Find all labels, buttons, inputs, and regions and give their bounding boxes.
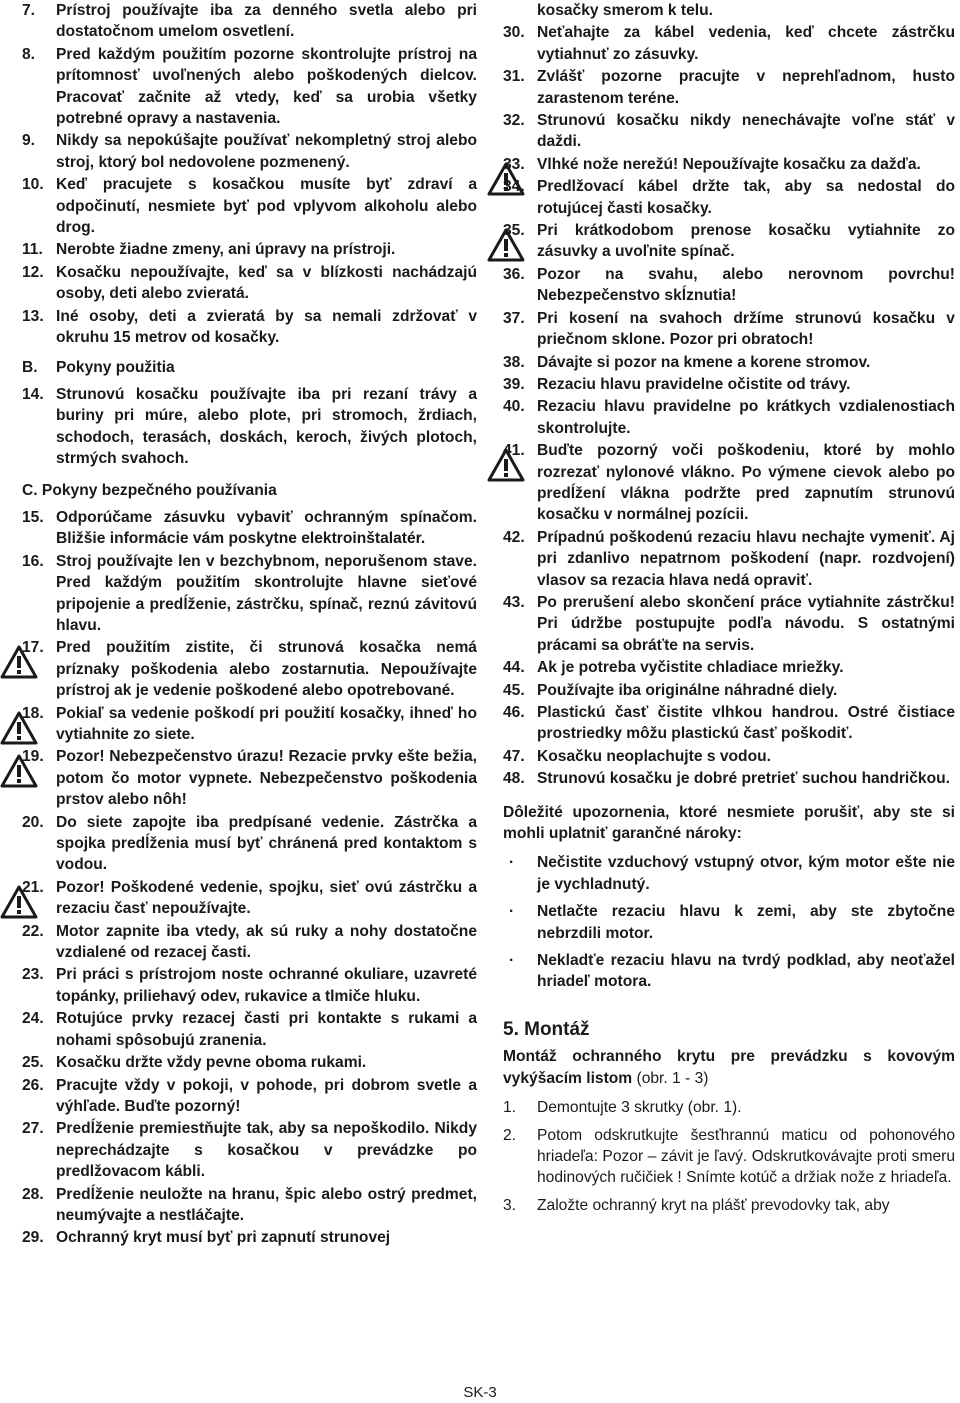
list-item: 32. Strunovú kosačku nikdy nenechávajte voľne stáť v daždi. (503, 112, 955, 151)
list-item: 10. Keď pracujete s kosačkou musíte byť zdraví a odpočinutí, nesmiete byť pod vplyvom alkoholu alebo drog. (22, 176, 477, 237)
list-item: 31. Zvlášť pozorne pracujte v neprehľadnom, husto zarastenom teréne. (503, 68, 955, 107)
list-item-continued: kosačky smerom k telu. (537, 2, 713, 19)
montaz-step: 2. Potom odskrutkujte šesťhrannú maticu od pohonového hriadeľa: Pozor – závit je ľavý. Odskrutkovávajte proti smeru hodinových ručičiek ! Snímte kotúč a držiak nože z hriadeľa. (503, 1126, 955, 1187)
warning-triangle-icon (487, 448, 525, 482)
list-item: 21. Pozor! Poškodené vedenie, spojku, sieť ovú zástrčku a rezaciu časť nepoužívajte. (22, 877, 477, 920)
list-item: 23. Pri práci s prístrojom noste ochranné okuliare, uzavreté topánky, priliehavý odev, rukavice a tlmiče hluku. (22, 966, 477, 1005)
montaz-steps (503, 1097, 955, 1216)
list-item: 46. Plastickú časť čistite vlhkou handrou. Ostré čistiace prostriedky môžu plastickú časť poškodiť. (503, 704, 955, 743)
montaz-subtitle: Montáž ochranného krytu pre prevádzku s kovovým vykýšacím listom (obr. 1 - 3) (503, 1048, 955, 1087)
list-item: 25. Kosačku držte vždy pevne oboma rukami. (22, 1054, 367, 1072)
list-item: 17. Pred použitím zistite, či strunová kosačka nemá príznaky poškodenia alebo zostarnutia. Nepoužívajte prístroj ak je vedenie poškodené alebo opotrebované. (22, 637, 477, 701)
list-item: 40. Rezaciu hlavu pravidelne po krátkych vzdialenostiach skontrolujte. (503, 398, 955, 437)
list-item: 13. Iné osoby, deti a zvieratá by sa nemali zdržovať v okruhu 15 metrov od kosačky. (22, 307, 477, 347)
list-item: 12. Kosačku nepoužívajte, keď sa v blízkosti nachádzajú osoby, deti alebo zvieratá. (22, 263, 477, 303)
list-item: 26. Pracujte vždy v pokoji, v pohode, pri dobrom svetle a výhľade. Buďte pozorný! (22, 1076, 477, 1115)
bullet-item: · Nekladťe rezaciu hlavu na tvrdý podklad, aby neoťažel hriadeľ motora. (509, 952, 955, 991)
list-item: 34. Predlžovací kábel držte tak, aby sa nedostal do rotujúcej časti kosačky. (503, 178, 955, 217)
list-item: 28. Predĺženie neuložte na hranu, špic alebo ostrý predmet, neumývajte a nestláčajte. (22, 1185, 477, 1224)
section-title-montaz: 5. Montáž (503, 1018, 590, 1040)
bullet-item: · Nečistite vzduchový vstupný otvor, kým motor ešte nie je vychladnutý. (509, 854, 955, 893)
section-heading: C. Pokyny bezpečného používania (22, 481, 277, 499)
list-item: 37. Pri kosení na svahoch držíme strunovú kosačku v priečnom sklone. Pozor pri obratoch! (503, 309, 955, 349)
list-item: 48. Strunovú kosačku je dobré pretrieť suchou handričkou. (503, 770, 950, 788)
list-item: 24. Rotujúce prvky rezacej časti pri kontakte s rukami a nohami spôsobujú zranenia. (22, 1010, 477, 1049)
warning-triangle-icon (0, 645, 38, 679)
list-item: 14. Strunovú kosačku používajte iba pri rezaní trávy a buriny pri múre, alebo plote, pri stromoch, žrdiach, schodoch, terasách, doskách, keroch, živých plotoch, strmých svahoch. (22, 385, 477, 468)
montaz-step: 3. Založte ochranný kryt na plášť prevodovky tak, aby (503, 1196, 890, 1214)
list-item: 29. Ochranný kryt musí byť pri zapnutí strunovej (22, 1229, 391, 1247)
warning-triangle-icon (0, 754, 38, 788)
list-item: 8. Pred každým použitím pozorne skontrolujte prístroj na prítomnosť uvoľnených alebo poškodených dielcov. Pracovať začnite až vtedy, keď sa urobia všetky potrebné opravy a nastavenia. (22, 45, 477, 128)
list-item: 43. Po prerušení alebo skončení práce vytiahnite zástrčku! Pri údržbe postupujte podľa návodu. S ostatnými prácami sa obráťte na servis. (503, 593, 955, 654)
list-item: 41. Buďte pozorný voči poškodeniu, ktoré by mohlo rozrezať nylonové vlákno. Po výmene cievok alebo po predĺžení vlákna podržte pred zapnutím strunovú kosačku v normálnej pozícii. (503, 440, 955, 526)
list-item: 42. Prípadnú poškodenú rezaciu hlavu nechajte vymeniť. Aj pri zdanlivo nepatrnom poškodení (napr. rozdvojení) vlasov sa rezacia hlava nedá opraviť. (503, 528, 955, 589)
left-column (22, 0, 477, 1250)
list-item: 35. Pri krátkodobom prenose kosačku vytiahnite zo zásuvky a uvoľnite spínač. (503, 220, 955, 263)
warranty-bullets (503, 852, 955, 992)
list-item: 36. Pozor na svahu, alebo nerovnom povrchu! Nebezpečenstvo skĺznutia! (503, 265, 955, 305)
list-item: 20. Do siete zapojte iba predpísané vedenie. Zástrčka a spojka predĺženia musí byť chránená pred kontaktom s vodou. (22, 813, 477, 874)
list-item: 27. Predĺženie premiestňujte tak, aby sa nepoškodilo. Nikdy neprechádzajte s kosačkou v prevádzke po predlžovacom kábli. (22, 1120, 477, 1181)
important-notice: Dôležité upozornenia, ktoré nesmiete porušiť, aby ste si mohli uplatniť garančné nároky: (503, 803, 955, 843)
warning-triangle-icon (0, 711, 38, 745)
list-item: 7. Prístroj používajte iba za denného svetla alebo pri dostatočnom umelom osvetlení. (22, 2, 477, 41)
safety-list-continued (503, 22, 955, 789)
list-item: 30. Neťahajte za kábel vedenia, keď chcete zástrčku vytiahnuť zo zásuvky. (503, 24, 955, 63)
list-item: 45. Používajte iba originálne náhradné diely. (503, 681, 838, 699)
list-item: 11. Nerobte žiadne zmeny, ani úpravy na prístroji. (22, 241, 396, 259)
bullet-item: · Netlačte rezaciu hlavu k zemi, aby ste zbytočne nebrzdili motor. (509, 903, 955, 942)
list-item: 39. Rezaciu hlavu pravidelne očistite od trávy. (503, 375, 851, 393)
list-item: 33. Vlhké nože nerežú! Nepoužívajte kosačku za dažďa. (503, 154, 955, 175)
list-item: 19. Pozor! Nebezpečenstvo úrazu! Rezacie prvky ešte bežia, potom čo motor vypnete. Nebezpečenstvo poškodenia prstov alebo nôh! (22, 746, 477, 810)
warning-triangle-icon (487, 228, 525, 262)
list-item: 15. Odporúčame zásuvku vybaviť ochranným spínačom. Bližšie informácie vám poskytne elektroinštalatér. (22, 508, 477, 548)
warning-triangle-icon (0, 885, 38, 919)
list-item: 16. Stroj používajte len v bezchybnom, neporušenom stave. Pred každým použitím skontrolujte hlavne sieťové pripojenie a predĺženie, zástrčku, spínač, reznú závitovú hlavu. (22, 552, 477, 634)
page-number: SK-3 (463, 1384, 497, 1401)
list-item: 18. Pokiaľ sa vedenie poškodí pri použití kosačky, ihneď ho vytiahnite zo siete. (22, 703, 477, 746)
list-item: 47. Kosačku neoplachujte s vodou. (503, 747, 771, 765)
montaz-step: 1. Demontujte 3 skrutky (obr. 1). (503, 1099, 742, 1117)
list-item: 38. Dávajte si pozor na kmene a korene stromov. (503, 353, 871, 371)
section-heading: B. Pokyny použitia (22, 358, 175, 376)
list-item: 44. Ak je potreba vyčistite chladiace mriežky. (503, 659, 844, 677)
list-item: 22. Motor zapnite iba vtedy, ak sú ruky a nohy dostatočne vzdialené od rezacej časti. (22, 922, 477, 962)
list-item: 9. Nikdy sa nepokúšajte používať nekompletný stroj alebo stroj, ktorý bol nedovolene pozmenený. (22, 132, 477, 171)
right-column (503, 0, 955, 1222)
safety-list (22, 507, 477, 1249)
